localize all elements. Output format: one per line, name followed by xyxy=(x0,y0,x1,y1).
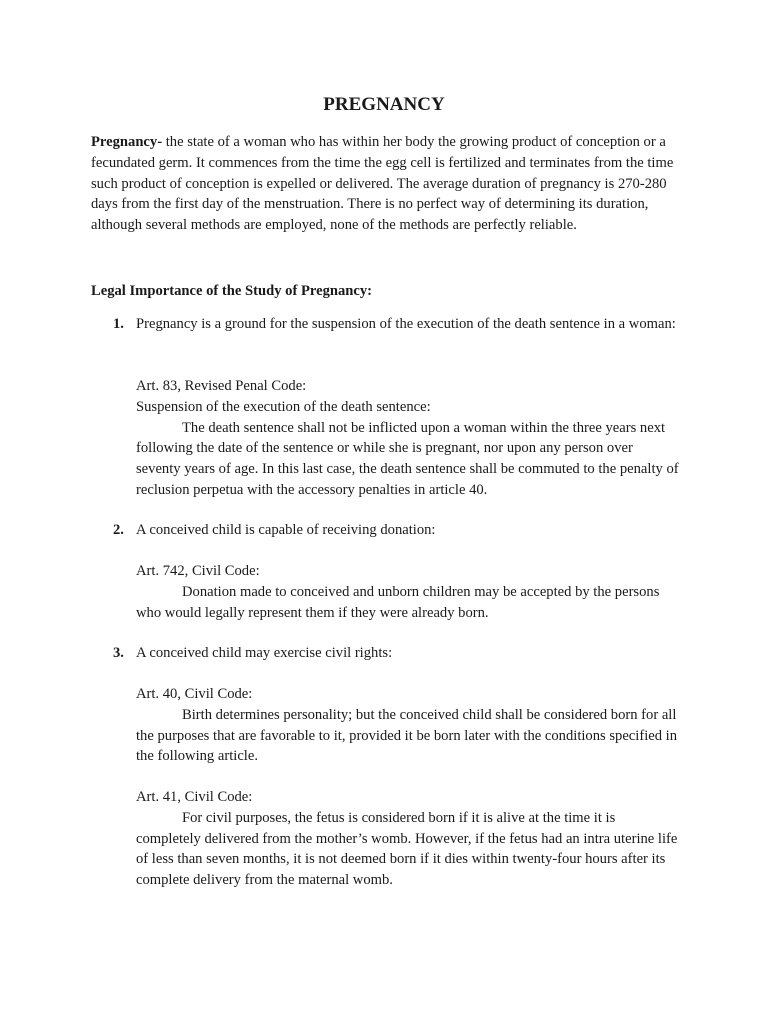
legal-citation xyxy=(136,376,681,501)
citation-reference: Art. 41, Civil Code: xyxy=(136,789,253,805)
intro-term: Pregnancy- xyxy=(91,134,163,150)
list-item-text: A conceived child is capable of receiving donation: xyxy=(136,522,436,538)
list-item-number: 3. xyxy=(113,645,124,661)
section-heading: Legal Importance of the Study of Pregnancy: xyxy=(91,283,373,299)
citation-body: Donation made to conceived and unborn children may be accepted by the persons who would legally represent them if they were already born. xyxy=(136,583,660,621)
list-item-text: Pregnancy is a ground for the suspension of the execution of the death sentence in a woman: xyxy=(136,316,676,332)
citation-reference: Art. 83, Revised Penal Code: xyxy=(136,378,307,394)
legal-citation xyxy=(136,561,681,623)
page-title: PREGNANCY xyxy=(323,94,445,115)
citation-body: For civil purposes, the fetus is considered born if it is alive at the time it is completely delivered from the mother’s womb. However, if the fetus had an intra uterine life of less than seven months, it is not deemed born if it dies within twenty-four hours after its complete delivery from the maternal womb. xyxy=(136,809,678,889)
list-item-text: A conceived child may exercise civil rights: xyxy=(136,645,393,661)
list-item-number: 1. xyxy=(113,316,124,332)
citation-reference: Art. 742, Civil Code: xyxy=(136,563,260,579)
list-item xyxy=(91,643,681,664)
list-item xyxy=(91,314,681,335)
intro-definition: the state of a woman who has within her body the growing product of conception or a fecundated germ. It commences from the time the egg cell is fertilized and terminates from the time such product of conception is expelled or delivered. The average duration of pregnancy is 270-280 days from the first day of the menstruation. There is no perfect way of determining its duration, although several methods are employed, none of the methods are perfectly reliable. xyxy=(91,134,674,234)
intro-paragraph xyxy=(91,132,681,236)
list-item-number: 2. xyxy=(113,522,124,538)
list-item xyxy=(91,520,681,541)
legal-citation xyxy=(136,787,681,891)
citation-body: Birth determines personality; but the conceived child shall be considered born for all the purposes that are favorable to it, provided it be born later with the conditions specified in the following article. xyxy=(136,706,678,765)
citation-body: The death sentence shall not be inflicted upon a woman within the three years next following the date of the sentence or while she is pregnant, nor upon any person over seventy years of age. In this last case, the death sentence shall be commuted to the penalty of reclusion perpetua with the accessory penalties in article 40. xyxy=(136,419,679,498)
legal-citation xyxy=(136,684,681,767)
citation-reference: Art. 40, Civil Code: xyxy=(136,686,253,702)
citation-subtitle: Suspension of the execution of the death sentence: xyxy=(136,398,431,415)
